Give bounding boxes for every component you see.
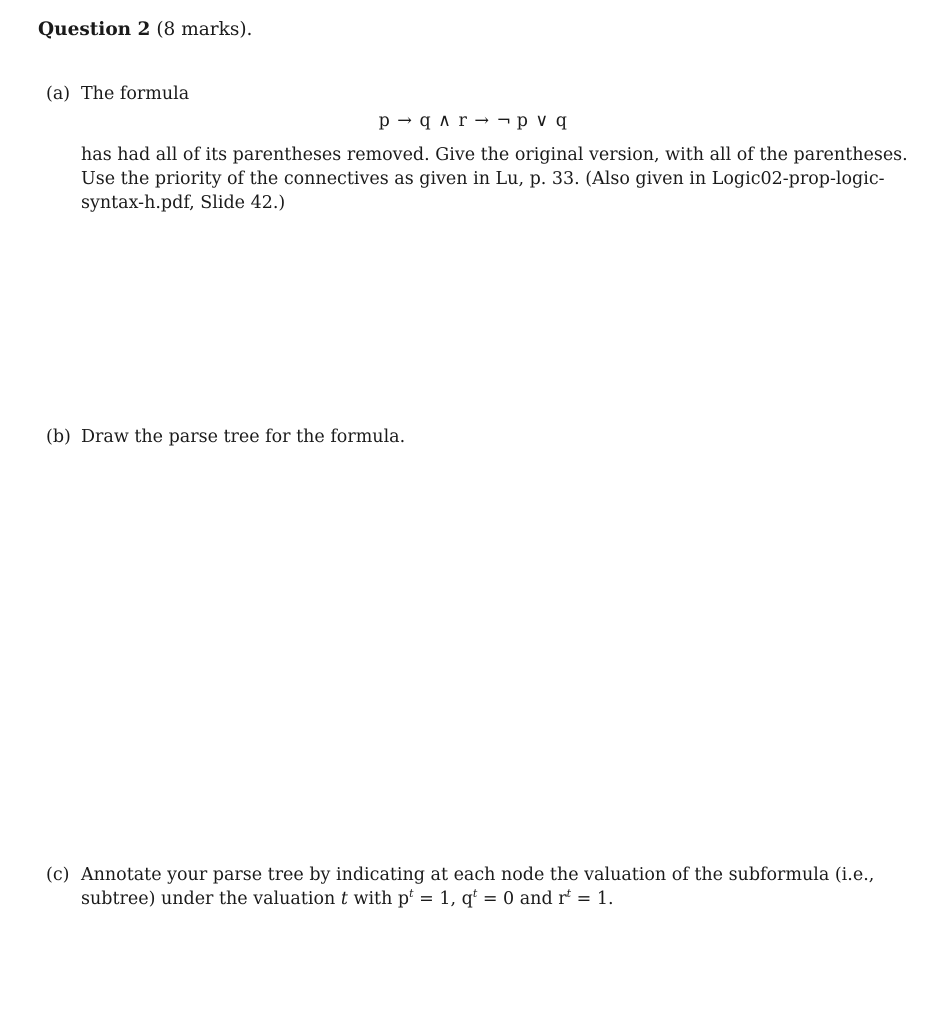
formula-p1: p [378,111,391,131]
part-a-intro: The formula [81,84,190,104]
part-c-eq-1: = 1, q [419,889,473,909]
question-title: Question 2 [38,19,151,40]
part-a-line-1: has had all of its parentheses removed. Give the original version, with all of the parentheses. [81,145,908,165]
formula-p2: p [516,111,529,131]
formula-implies-1: → [397,111,413,131]
formula-implies-2: → [474,111,490,131]
part-b-text: Draw the parse tree for the formula. [81,427,406,447]
part-a-label: (a) [46,84,71,104]
formula-q1: q [419,111,432,131]
sup-r: t [566,887,572,901]
part-a-line-2: Use the priority of the connectives as given in Lu, p. 33. (Also given in Logic02-prop-logic- [81,169,885,189]
formula-and: ∧ [438,111,452,131]
sup-p: t [409,887,414,901]
formula-not: ¬ [496,111,512,131]
part-c-line-2 [81,887,614,911]
formula-q2: q [555,111,568,131]
formula [0,109,946,133]
question-marks: (8 marks). [156,19,253,40]
part-c-eq-2: = 0 and r [482,889,567,909]
question-heading [38,18,252,42]
formula-or: ∨ [535,111,549,131]
part-c-label: (c) [46,865,70,885]
part-b-label: (b) [46,427,71,447]
part-c-line-1: Annotate your parse tree by indicating at each node the valuation of the subformula (i.e., [81,865,875,885]
valuation-variable: t [340,889,348,909]
sup-q: t [472,887,478,901]
part-c-line-2-pre: subtree) under the valuation [81,889,336,909]
formula-r: r [458,111,468,131]
part-c-eq-3: = 1. [576,889,614,909]
part-c-with-p: with p [353,889,410,909]
part-a-line-3: syntax-h.pdf, Slide 42.) [81,193,286,213]
